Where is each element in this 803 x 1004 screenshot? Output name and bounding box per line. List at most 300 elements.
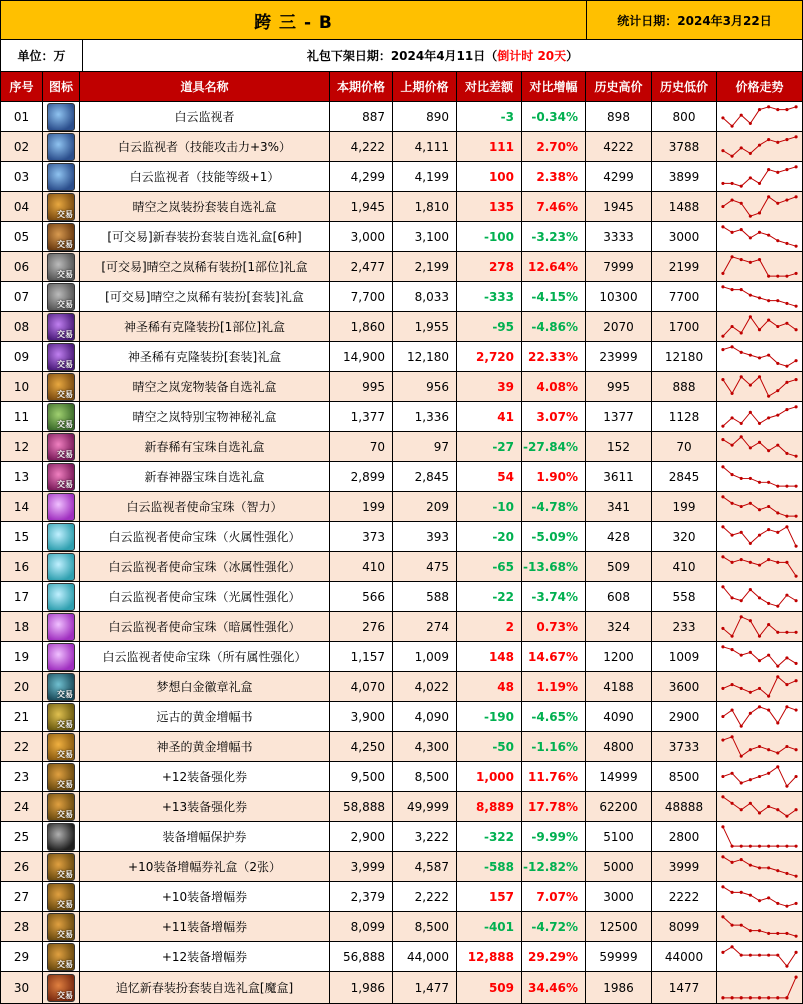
trend-sparkline (717, 492, 802, 521)
table-row (0, 312, 803, 342)
cell-icon (43, 972, 80, 1004)
cell-current-price (330, 672, 393, 702)
cell-name-text: +13装备强化券 (161, 800, 248, 814)
trend-point (758, 258, 761, 261)
cell-pct (522, 942, 586, 972)
cell-pct (522, 432, 586, 462)
cell-diff-text: -65 (492, 559, 514, 574)
cell-name (80, 822, 330, 852)
cell-diff (457, 822, 522, 852)
cell-previous-price (393, 642, 457, 672)
sunny-outfit-box-icon (47, 193, 75, 221)
cell-high (586, 762, 652, 792)
unit-text: 单位：万 (17, 49, 66, 63)
trend-point (794, 679, 797, 682)
cell-trend (717, 192, 803, 222)
cell-name (80, 792, 330, 822)
cell-name (80, 432, 330, 462)
trend-point (794, 845, 797, 848)
cell-name (80, 582, 330, 612)
cell-no (0, 972, 43, 1004)
trend-point (740, 891, 743, 894)
cell-current-price (330, 972, 393, 1004)
cell-name-text: +10装备增幅券 (161, 890, 248, 904)
sunny-treasure-box-icon (47, 403, 75, 431)
cell-diff (457, 342, 522, 372)
cell-current-price-text: 4,222 (350, 139, 385, 154)
trend-point (776, 531, 779, 534)
trend-point (785, 302, 788, 305)
cell-diff-text: 148 (488, 649, 514, 664)
cell-name (80, 402, 330, 432)
cell-no-text: 16 (13, 559, 30, 574)
table-row (0, 792, 803, 822)
trend-sparkline (717, 972, 802, 1003)
table-row (0, 162, 803, 192)
cell-low-text: 3000 (668, 229, 700, 244)
cell-name-text: 远古的黄金增幅书 (156, 710, 253, 724)
cell-previous-price (393, 162, 457, 192)
trend-point (776, 275, 779, 278)
trend-point (730, 891, 733, 894)
cell-diff (457, 102, 522, 132)
trend-point (749, 236, 752, 239)
cell-low-text: 558 (672, 589, 696, 604)
cell-current-price (330, 642, 393, 672)
cell-diff-text: -100 (483, 229, 514, 244)
cell-high (586, 942, 652, 972)
cell-diff (457, 642, 522, 672)
cell-pct (522, 192, 586, 222)
new-year-artifact-orb-icon (47, 463, 75, 491)
cell-high-text: 23999 (599, 349, 638, 364)
cell-previous-price (393, 522, 457, 552)
cell-high (586, 912, 652, 942)
trend-point (767, 528, 770, 531)
cell-pct (522, 552, 586, 582)
cell-no (0, 462, 43, 492)
trend-point (721, 915, 724, 918)
cell-diff (457, 612, 522, 642)
cell-previous-price (393, 132, 457, 162)
cell-pct-text: 3.07% (536, 409, 578, 424)
trend-point (776, 108, 779, 111)
trend-point (758, 845, 761, 848)
cell-high (586, 672, 652, 702)
cell-no (0, 702, 43, 732)
cell-pct-text: -4.86% (531, 319, 578, 334)
trend-point (785, 525, 788, 528)
cell-no (0, 252, 43, 282)
cell-current-price-text: 1,860 (350, 319, 385, 334)
cell-pct-text: -4.72% (531, 919, 578, 934)
trend-point (721, 775, 724, 778)
cell-low (652, 702, 717, 732)
table-row (0, 432, 803, 462)
trend-sparkline (717, 822, 802, 851)
cell-pct (522, 522, 586, 552)
trend-point (794, 165, 797, 168)
cell-high-text: 4090 (603, 709, 634, 724)
trend-point (776, 665, 779, 668)
trend-point (776, 202, 779, 205)
trend-line (723, 497, 796, 516)
cell-current-price (330, 432, 393, 462)
title-row (0, 0, 803, 40)
trend-sparkline (717, 132, 802, 161)
trend-point (749, 619, 752, 622)
cell-high (586, 522, 652, 552)
trend-point (740, 477, 743, 480)
cell-current-price-text: 995 (362, 379, 385, 394)
cell-icon (43, 612, 80, 642)
table-row (0, 942, 803, 972)
cell-diff (457, 402, 522, 432)
cell-previous-price-text: 12,180 (407, 349, 449, 364)
trend-point (749, 315, 752, 318)
cell-high-text: 10300 (599, 289, 638, 304)
offshelf-suffix: ） (566, 49, 579, 63)
header-trend: 价格走势 (717, 72, 803, 102)
trend-point (730, 199, 733, 202)
cell-name (80, 912, 330, 942)
trend-point (758, 441, 761, 444)
cell-high (586, 792, 652, 822)
trend-point (776, 389, 779, 392)
cell-name-text: 白云监视者使命宝珠（所有属性强化） (102, 650, 307, 664)
cell-pct (522, 972, 586, 1004)
trend-point (767, 805, 770, 808)
trend-point (730, 735, 733, 738)
trend-point (758, 745, 761, 748)
trend-point (730, 255, 733, 258)
ancient-gold-book-icon (47, 703, 75, 731)
trend-point (740, 808, 743, 811)
cell-no (0, 282, 43, 312)
trend-point (767, 505, 770, 508)
table-row (0, 732, 803, 762)
trend-point (749, 354, 752, 357)
cell-no (0, 162, 43, 192)
mission-orb-ice-icon (47, 553, 75, 581)
cell-current-price (330, 732, 393, 762)
cell-previous-price-text: 274 (426, 619, 449, 634)
cell-high-text: 1945 (603, 199, 634, 214)
cell-diff (457, 852, 522, 882)
cell-high (586, 582, 652, 612)
cell-low (652, 462, 717, 492)
trend-point (749, 845, 752, 848)
trend-point (767, 695, 770, 698)
cell-pct (522, 462, 586, 492)
cell-current-price-text: 276 (362, 619, 385, 634)
cell-no (0, 192, 43, 222)
cell-name-text: +12装备增幅券 (161, 950, 248, 964)
cell-previous-price-text: 2,199 (414, 259, 449, 274)
table-row (0, 522, 803, 552)
cell-high-text: 1986 (603, 980, 634, 995)
trend-point (776, 954, 779, 957)
cell-diff-text: -22 (492, 589, 514, 604)
trade-tag: 交易 (57, 959, 73, 969)
cell-name (80, 762, 330, 792)
cell-diff (457, 252, 522, 282)
dream-platinum-box-icon (47, 673, 75, 701)
cell-no (0, 882, 43, 912)
cell-pct-text: -13.68% (523, 559, 578, 574)
table-row (0, 912, 803, 942)
trend-point (767, 275, 770, 278)
trend-point (785, 275, 788, 278)
cell-icon (43, 282, 80, 312)
cell-name-text: 白云监视者使命宝珠（暗属性强化） (108, 620, 301, 634)
trend-point (767, 395, 770, 398)
trend-sparkline (717, 372, 802, 401)
cell-low-text: 48888 (664, 799, 704, 814)
trend-sparkline (717, 942, 802, 971)
cell-trend (717, 942, 803, 972)
header-pct: 对比增幅 (522, 72, 586, 102)
cell-previous-price-text: 4,111 (414, 139, 449, 154)
cell-current-price (330, 342, 393, 372)
trend-point (740, 858, 743, 861)
trend-point (749, 864, 752, 867)
cell-name-text: 新春神器宝珠自选礼盒 (144, 470, 265, 484)
cell-diff-text: -3 (500, 109, 514, 124)
cell-name-text: 新春稀有宝珠自选礼盒 (144, 440, 265, 454)
cell-previous-price-text: 4,300 (414, 739, 449, 754)
cell-high-text: 3333 (603, 229, 634, 244)
cell-diff (457, 912, 522, 942)
cell-current-price (330, 942, 393, 972)
trend-point (758, 929, 761, 932)
trend-line (723, 977, 796, 998)
cell-name (80, 102, 330, 132)
trade-tag: 交易 (57, 689, 73, 699)
cell-no (0, 942, 43, 972)
cell-low-text: 1477 (668, 980, 700, 995)
cell-previous-price (393, 552, 457, 582)
cell-low-text: 8099 (668, 919, 700, 934)
trend-point (758, 996, 761, 999)
cell-current-price-text: 2,379 (350, 889, 385, 904)
trend-point (785, 515, 788, 518)
trend-line (723, 437, 796, 456)
cell-diff (457, 672, 522, 702)
cell-high (586, 372, 652, 402)
cell-previous-price (393, 432, 457, 462)
cell-trend (717, 732, 803, 762)
trend-point (721, 525, 724, 528)
cell-low-text: 44000 (664, 949, 704, 964)
trend-point (767, 299, 770, 302)
cell-pct-text: 14.67% (528, 649, 578, 664)
cell-name-text: 白云监视者（技能攻击力+3%） (117, 140, 292, 154)
trend-point (767, 138, 770, 141)
trend-point (785, 365, 788, 368)
cell-current-price (330, 402, 393, 432)
cell-name (80, 672, 330, 702)
trend-point (785, 168, 788, 171)
header-no: 序号 (0, 72, 43, 102)
trend-point (740, 146, 743, 149)
cell-high-text: 62200 (599, 799, 638, 814)
trend-point (730, 802, 733, 805)
cell-pct-text: -3.74% (531, 589, 578, 604)
cell-no-text: 08 (13, 319, 30, 334)
trend-point (730, 392, 733, 395)
cell-no-text: 27 (13, 889, 30, 904)
trend-point (749, 294, 752, 297)
cell-high (586, 822, 652, 852)
trend-point (721, 425, 724, 428)
trend-sparkline (717, 162, 802, 191)
cell-low (652, 402, 717, 432)
trend-point (758, 564, 761, 567)
trend-point (749, 894, 752, 897)
trend-point (767, 654, 770, 657)
cell-icon (43, 372, 80, 402)
cell-current-price-text: 7,700 (350, 289, 385, 304)
cell-diff (457, 192, 522, 222)
header-icon: 图标 (43, 72, 80, 102)
trade-tag: 交易 (57, 990, 73, 1000)
cell-pct (522, 162, 586, 192)
trend-point (794, 748, 797, 751)
trend-sparkline (717, 882, 802, 911)
table-row (0, 372, 803, 402)
trend-point (740, 505, 743, 508)
cell-no-text: 17 (13, 589, 30, 604)
table-row (0, 672, 803, 702)
cell-current-price-text: 8,099 (350, 919, 385, 934)
cell-pct (522, 912, 586, 942)
trend-point (776, 414, 779, 417)
trend-point (758, 211, 761, 214)
white-cloud-watcher-icon (47, 133, 75, 161)
cell-trend (717, 462, 803, 492)
cell-low (652, 372, 717, 402)
stat-date (587, 0, 803, 40)
trend-point (730, 635, 733, 638)
trend-point (767, 416, 770, 419)
trend-point (740, 654, 743, 657)
cell-previous-price (393, 582, 457, 612)
cell-low-text: 2900 (668, 709, 700, 724)
trend-point (749, 542, 752, 545)
cell-high (586, 612, 652, 642)
cell-low (652, 522, 717, 552)
sacred-gold-book-icon (47, 733, 75, 761)
cell-high (586, 222, 652, 252)
cell-low (652, 552, 717, 582)
trend-point (758, 108, 761, 111)
cell-previous-price-text: 8,500 (414, 769, 449, 784)
trend-point (730, 416, 733, 419)
cell-current-price-text: 410 (362, 559, 385, 574)
trade-tag: 交易 (57, 239, 73, 249)
cell-current-price-text: 4,070 (350, 679, 385, 694)
cell-pct-text: 2.70% (536, 139, 578, 154)
trend-point (767, 845, 770, 848)
cell-pct (522, 582, 586, 612)
trend-point (749, 954, 752, 957)
cell-name (80, 942, 330, 972)
trend-point (749, 712, 752, 715)
table-row (0, 192, 803, 222)
cell-previous-price-text: 1,955 (414, 319, 449, 334)
trend-point (776, 444, 779, 447)
cell-previous-price-text: 588 (426, 589, 449, 604)
cell-diff (457, 492, 522, 522)
cell-trend (717, 402, 803, 432)
nostalgia-outfit-box-icon (47, 974, 75, 1002)
cell-name (80, 552, 330, 582)
trend-sparkline (717, 762, 802, 791)
cell-no (0, 222, 43, 252)
trend-point (721, 555, 724, 558)
cell-pct-text: 7.07% (536, 889, 578, 904)
cell-previous-price (393, 762, 457, 792)
trend-point (730, 345, 733, 348)
cell-pct (522, 102, 586, 132)
cell-low (652, 582, 717, 612)
cell-no (0, 732, 43, 762)
cell-low-text: 3600 (668, 679, 700, 694)
cell-diff-text: 135 (488, 199, 514, 214)
trend-point (740, 558, 743, 561)
trend-point (767, 772, 770, 775)
cell-pct (522, 222, 586, 252)
white-cloud-watcher-icon (47, 103, 75, 131)
cell-pct-text: -27.84% (523, 439, 578, 454)
cell-diff-text: -190 (483, 709, 514, 724)
trend-point (730, 596, 733, 599)
trend-point (758, 866, 761, 869)
trend-point (721, 715, 724, 718)
cell-pct (522, 492, 586, 522)
trend-point (758, 182, 761, 185)
plus10-amplify-ticket-icon (47, 883, 75, 911)
cell-trend (717, 342, 803, 372)
trend-point (785, 932, 788, 935)
trend-line (723, 887, 796, 906)
cell-low (652, 912, 717, 942)
cell-previous-price-text: 209 (426, 499, 449, 514)
trend-point (785, 452, 788, 455)
cell-diff-text: 12,888 (467, 949, 514, 964)
cell-pct (522, 852, 586, 882)
trend-point (776, 605, 779, 608)
trend-point (749, 651, 752, 654)
mission-orb-all-icon (47, 643, 75, 671)
cell-icon (43, 942, 80, 972)
sunny-pet-box-icon (47, 373, 75, 401)
offshelf-prefix: 礼包下架日期：2024年4月11日（ (306, 49, 498, 63)
cell-diff (457, 462, 522, 492)
trend-point (721, 739, 724, 742)
cell-pct-text: 17.78% (528, 799, 578, 814)
trend-point (721, 335, 724, 338)
cell-pct-text: 2.38% (536, 169, 578, 184)
trend-point (767, 866, 770, 869)
trend-point (721, 951, 724, 954)
trend-point (794, 575, 797, 578)
trend-point (794, 902, 797, 905)
trade-tag: 交易 (57, 749, 73, 759)
table-row (0, 492, 803, 522)
trend-point (730, 155, 733, 158)
